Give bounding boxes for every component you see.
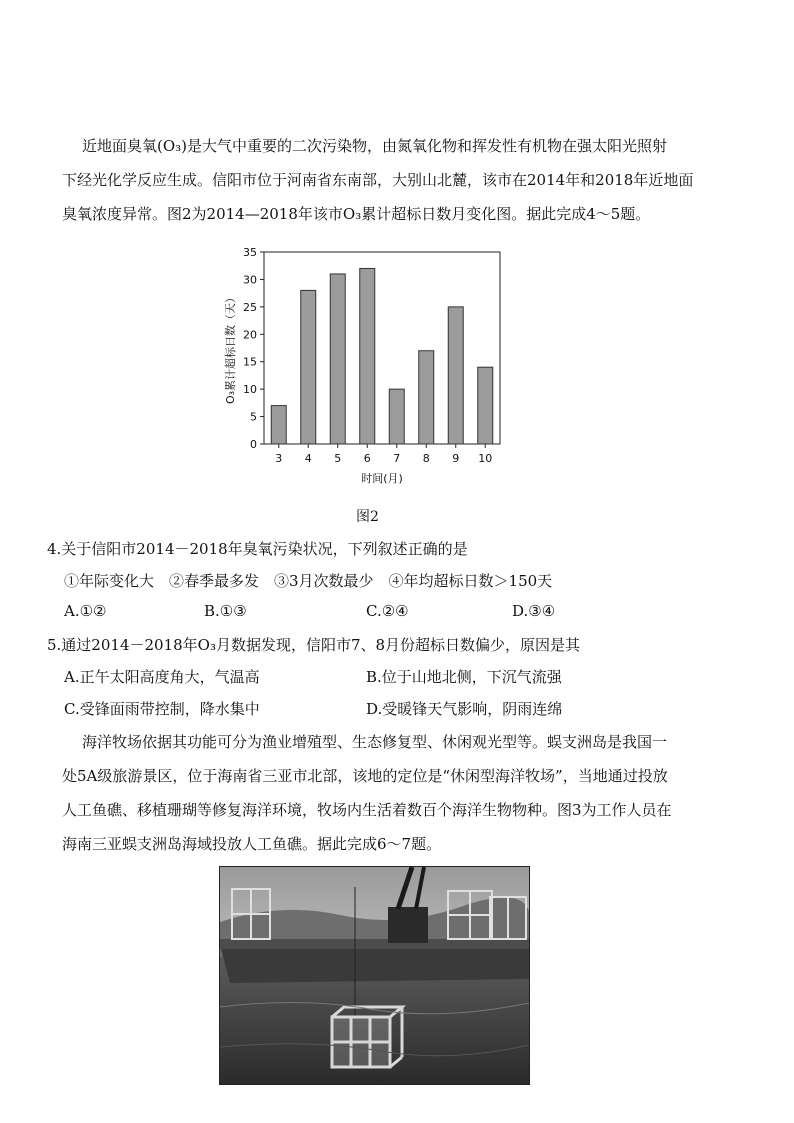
q5-option-c: C.受锋面雨带控制，降水集中 [64, 700, 260, 718]
photo-illustration [220, 867, 529, 1084]
q4-items: ①年际变化大 ②春季最多发 ③3月次数最少 ④年均超标日数＞150天 [64, 572, 553, 590]
q5-option-d: D.受暖锋天气影响，阴雨连绵 [366, 700, 563, 718]
bar-month-10 [478, 367, 493, 444]
x-tick-label: 7 [393, 452, 401, 465]
intro2-line2: 处5A级旅游景区，位于海南省三亚市北部，该地的定位是“休闲型海洋牧场”，当地通过投放 [62, 767, 668, 785]
artificial-reef-photo [219, 866, 530, 1085]
y-tick-label: 35 [243, 246, 257, 259]
q4-option-b: B.①③ [204, 602, 247, 620]
figure2-caption: 图2 [356, 509, 379, 525]
x-tick-label: 10 [478, 452, 493, 465]
q4-option-c: C.②④ [366, 602, 409, 620]
x-tick-label: 3 [275, 452, 283, 465]
intro1-line1: 近地面臭氧(O₃)是大气中重要的二次污染物，由氮氧化物和挥发性有机物在强太阳光照射 [82, 137, 668, 155]
plot-frame [264, 252, 500, 444]
y-tick-label: 20 [243, 328, 257, 342]
bar-month-4 [301, 290, 316, 444]
q5-option-a: A.正午太阳高度角大，气温高 [64, 668, 260, 686]
y-tick-label: 30 [243, 273, 257, 287]
q4-stem: 4.关于信阳市2014－2018年臭氧污染状况，下列叙述正确的是 [47, 540, 468, 558]
q4-option-d: D.③④ [512, 602, 556, 620]
y-tick-label: 15 [243, 355, 257, 369]
ozone-bar-chart [218, 240, 518, 490]
bar-month-3 [271, 406, 286, 444]
q5-stem: 5.通过2014－2018年O₃月数据发现，信阳市7、8月份超标日数偏少，原因是其 [47, 636, 581, 654]
y-tick-label: 10 [243, 383, 257, 397]
q4-option-a: A.①② [64, 602, 107, 620]
intro2-line3: 人工鱼礁、移植珊瑚等修复海洋环境，牧场内生活着数百个海洋生物物种。图3为工作人员在 [62, 801, 672, 819]
bar-month-9 [448, 307, 463, 444]
x-axis-label: 时间(月) [361, 472, 403, 485]
x-tick-label: 6 [363, 452, 371, 465]
q5-option-b: B.位于山地北侧，下沉气流强 [366, 668, 562, 686]
x-tick-label: 9 [452, 452, 460, 465]
y-axis-label: O₃累计超标日数（天） [224, 291, 237, 405]
bar-month-7 [389, 389, 404, 444]
bar-month-6 [360, 268, 375, 444]
y-tick-label: 5 [250, 410, 257, 424]
intro2-line4: 海南三亚蜈支洲岛海域投放人工鱼礁。据此完成6～7题。 [62, 835, 442, 853]
bar-month-5 [330, 274, 345, 444]
intro2-line1: 海洋牧场依据其功能可分为渔业增殖型、生态修复型、休闲观光型等。蜈支洲岛是我国一 [82, 733, 668, 751]
bar-month-8 [419, 351, 434, 444]
intro1-line2: 下经光化学反应生成。信阳市位于河南省东南部，大别山北麓，该市在2014年和2018年近地面 [62, 171, 694, 189]
x-tick-label: 5 [334, 452, 342, 465]
y-tick-label: 25 [243, 300, 257, 314]
intro1-line3: 臭氧浓度异常。图2为2014—2018年该市O₃累计超标日数月变化图。据此完成4～5题。 [62, 205, 651, 223]
x-tick-label: 4 [304, 452, 312, 465]
x-tick-label: 8 [422, 452, 430, 465]
y-tick-label: 0 [250, 438, 257, 451]
